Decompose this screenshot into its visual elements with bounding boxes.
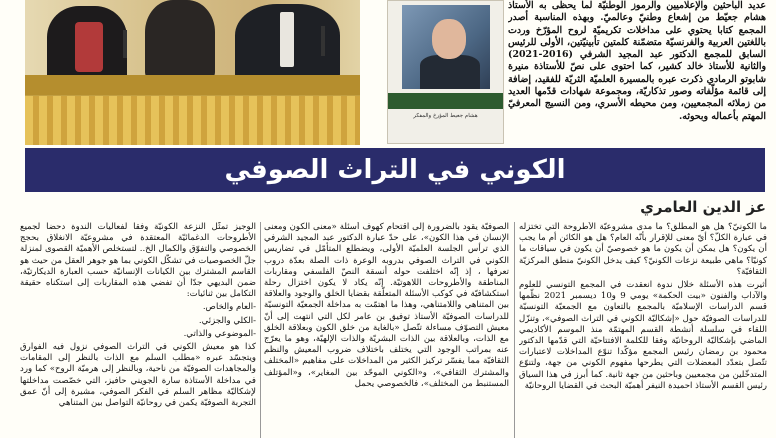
paragraph: الصوفيّة يقود بالضرورة إلى اقتحام كهوف أسئلة «معنى الكون ومعنى الإنسان في هذا الكون»، على حدّ عبارة الدكتور عبد المجيد الشرفي الذي ترأس الجلسة العلميّة الأولى، ويضطلع المتأمّل في تضاريس الكوني في التراث الصوفي بدروبه الوعرة ذات الصلة بعدّة دروب تعرفها ، إذ إنّه اختلفت حوله أنسقة النصّ الفلسفي ومقاربات المناطقة والأطروحات اللاهوتيّة. إنّه يكاد لا يكون اختزال رحلة استكشافيّة في كوكب الأسئلة المتعلّقة بقضايا الخلق والوجود والعلاقة بين المتناهي واللامتناهي، وهذا ما اهتمّت به مداخلة الجمعيّة التونسيّة للدراسات الصوفيّة الأستاذ توفيق بن عامر لكل التي انتهت إلى أنّ معيش التصوّف مساءلة تتّصل «بالغاية من خلق الكون وبعلاقة الخلق مع الذات، وبالعلاقة بين الذات البشريّة والذات الإلهيّة، وهو ما يعرّج عنه بمراتب الوجود التي يختلف باختلاف ضروب المعيش والنظم الثقافيّة مما يفسّر تركيز الكثير من المداخلات على مفاهيم «المختلف والمشترك الثقافي»، و«الكوني الموحّد بين المغاير»، و«المؤتلف المستنبط من المختلف»، فالخصوصي يحمل <box>264 222 509 389</box>
book-cover-strip <box>388 93 503 109</box>
microphone-icon <box>123 30 127 58</box>
book-cover-photo <box>402 5 490 89</box>
column-middle <box>264 222 509 438</box>
article-author: عز الدين العامري <box>640 198 766 216</box>
paragraph: الوجيز تمثّل النزعة الكونيّة وفقا لفعاليات الندوة دحضا لجميع الأطروحات الدغمائيّة المعتقدة في مشروعيّة الانغلاق بحجج الخصوصي والتفوّق والكمال الخ.. لتستخلص الأهميّة القصوى لمنزلة جلّ الخصوصيات في تشكّل الكوني بما هو جوهر العقل من حيث هو القاسم المشترك بين الكيانات الإنسانيّة حسب العبارة الديكارتيّة، ضمن البديهي جدّا أن تفضي هذه المقاربات إلى استكناه حقيقة التكامل بين ثنائيات: <box>20 222 256 300</box>
book-portrait-suit <box>420 55 480 89</box>
article-title: الكوني في التراث الصوفي <box>224 155 566 185</box>
photo-person-3-shirt <box>280 12 294 67</box>
paragraph: ما الكونيّ؟ هل هو المطلق؟ ما مدى مشروعيّة الأطروحة التي تختزله في عبارة الكلّ؟ أيّ معنى للإقرار بأنّه العام؟ هل هو الكائن أم ما يجب أن يكون؟ هل يمكن أن يكون ما هو خصوصيّ أن يكون في سياقات ما كونيّا؟ ماهي طبيعة نزعات الكونيّ؟ كيف يدخل الكونيّ منطق المركزيّة الثقافيّة؟ <box>519 222 767 277</box>
conference-photo <box>25 0 360 145</box>
column-right <box>519 222 767 438</box>
book-portrait-face <box>432 19 466 59</box>
paragraph: -الموضوعي والذاتي. <box>183 328 256 339</box>
column-left <box>20 222 256 438</box>
column-divider <box>260 222 261 438</box>
intro-paragraph: عديد الباحثين والإعلاميين والرموز الوطنيّة لما يحظى به الأستاذ هشام جعيّط من إشعاع وطنيّ وعالميّ. وبهذه المناسبة أصدر المجمع كتابا يحتوي على مداخلات تكريميّة لروح المؤرّخ وردت باللغتين العربية والفرنسيّة متضمّنة كلمتين تأبينيّتين، الأولى للرئيس السابق للمجمع الدكتور عبد المجيد الشرفي (2016-2021) والثانية للأستاذ خالد كشير، كما احتوى على نصّ للأستاذة منيرة شابوتو الرمادي ذكرت عبره بالمسيرة العلميّة الثريّة للفقيد، إضافة إلى قائمة مؤلّفاته وصور تذكاريّة، ومجموعة شهادات قدّمها العديد من زملائه المجمعيين، ومن محيطه الأسري، ومن النسيج المعرفيّ المهتم بأعماله وبحوثه. <box>508 0 766 122</box>
photo-person-2 <box>145 0 215 80</box>
paragraph: كذا هو معيش الكوني في التراث الصوفي نزول فيه الفوارق ويتجسّد عبره «مطلب السلم مع الذات بالنظر إلى المقامات والمجاهدات الصوفيّة من ناحية، وبالنظر إلى هرميّة الروح» كما ورد في مداخلة الأستاذة سارة الجويني حافيز، التي خصّصت مداخلتها لإشكاليّة مظاهر السلم في الفكر الصوفي، مشيرة إلى أنّ عمق التجربة الصوفيّة يكمن في روحانيّة التواصل بين المتناهي <box>20 342 256 409</box>
paragraph: -العام والخاص. <box>202 302 256 313</box>
book-caption: هشام جعيط المؤرخ والمفكر <box>413 113 478 119</box>
microphone-icon <box>321 26 325 56</box>
paragraph: أثيرت هذه الأسئلة خلال ندوة انعقدت في المجمع التونسي للعلوم والآداب والفنون «بيت الحكمة» يومي 9 و10 ديسمبر 2021 نظّمها قسم الدراسات الإسلاميّة بالمجمع بالتعاون مع الجمعيّة التونسيّة للدراسات الصوفيّة حول «إشكاليّة الكوني في التراث الصوفي»، وتنزّل اللقاء في سلسلة أنشطة القسم المهتمّة منذ الموسم الأكاديمي الماضي بإشكاليّة الروحانيّة وفقا للكلمة الافتتاحيّة التي قدّمها الدكتور محمود بن رمضان رئيس المجمع مؤكّدا تنوّع المداخلات لاعتبارات تتّصل بتعدّد المعضلات التي يطرحها مفهوم الكوني من جهة، ولتنوّع المتدخّلين من مجمعيين وباحثين من جهة ثانية. كما أبرز في هذا السياق رئيس القسم الأستاذ احميدة النيفر أهميّة البحث في القضايا الروحانيّة <box>519 280 767 391</box>
column-divider <box>514 222 515 438</box>
article-title-band <box>25 148 765 192</box>
paragraph: -الكلي والجزئي. <box>198 315 256 326</box>
photo-table-drape <box>25 96 360 145</box>
photo-person-1-shirt <box>75 22 103 72</box>
photo-table <box>25 75 360 95</box>
book-cover-image <box>387 0 504 144</box>
